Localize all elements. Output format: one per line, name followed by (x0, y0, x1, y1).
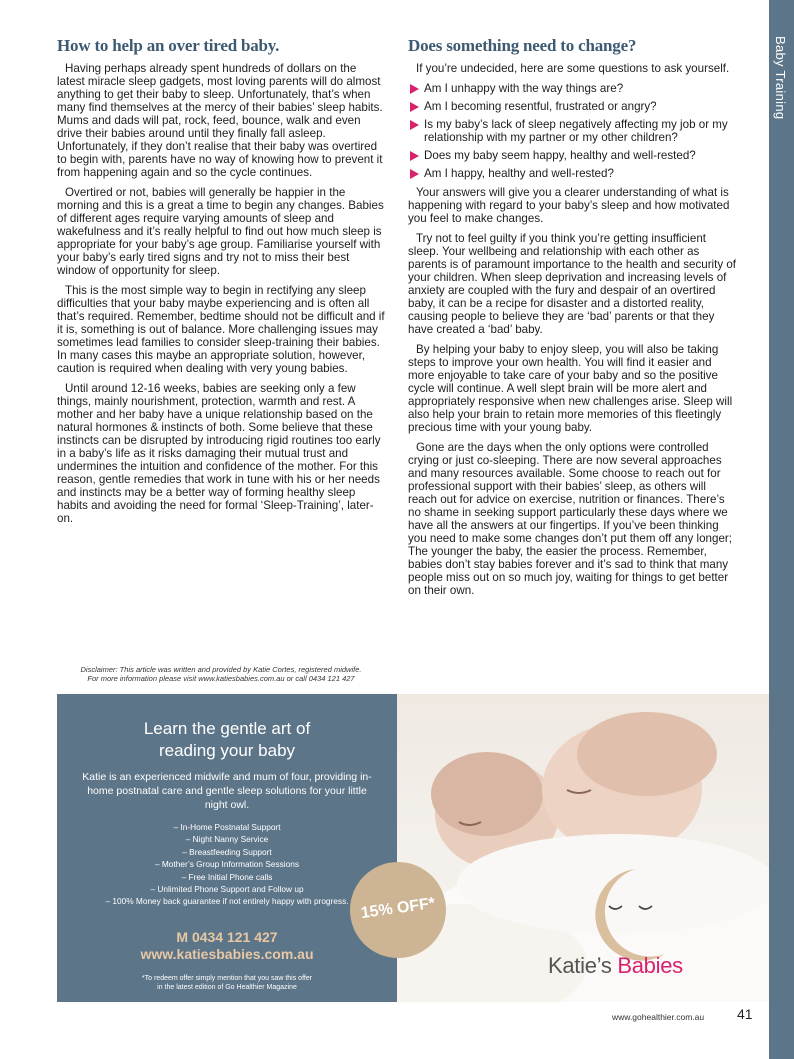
pink-triangle-icon (410, 169, 419, 179)
sidebar-strip (769, 0, 794, 1059)
service-item: – In-Home Postnatal Support (173, 822, 281, 832)
service-item: – Night Nanny Service (185, 834, 269, 845)
right-paragraph: By helping your baby to enjoy sleep, you will also be taking steps to improve your own health. You will find it easier and more enjoyable to take care of your baby and so the positive cycle will continue. A well slept brain will be more alert and appropriately responsive when new challenges arise. Sleep will also help your brain to retain more memories of this fleetingly precious time with your young baby. (408, 343, 733, 434)
disclaimer-line: Disclaimer: This article was written and provided by Katie Cortes, registered midwife. (80, 665, 362, 674)
left-column (57, 36, 385, 532)
advert-website: www.katiesbabies.com.au (140, 946, 314, 962)
right-intro: If you’re undecided, here are some questions to ask yourself. (416, 62, 730, 75)
question-text: Am I unhappy with the way things are? (424, 82, 624, 95)
right-column (408, 36, 738, 604)
section-label (769, 36, 794, 156)
service-item: – Free Initial Phone calls (181, 871, 273, 882)
question-item (408, 100, 738, 113)
disclaimer-line: For more information please visit www.katiesbabies.com.au or call 0434 121 427 (87, 674, 355, 683)
advert-title-line: Learn the gentle art of (143, 719, 311, 738)
left-paragraph: Until around 12-16 weeks, babies are seeking only a few things, mainly nourishment, protection, warmth and rest. A mother and her baby have a unique relationship based on the natural hormones & instincts of both. Some believe that these instincts can be disrupted by introducing rigid routines too early in a baby’s life as it risks damaging their mutual trust and undermines the intuition and confidence of the mother. For this reason, gentle remedies that work in tune with his or her needs and instincts may be a better way of forming healthy sleep habits and avoiding the need for formal ‘Sleep-Training’, later-on. (57, 382, 381, 525)
disclaimer (57, 665, 385, 683)
service-item: – 100% Money back guarantee if not entirely happy with progress. (105, 896, 349, 907)
advert-description: Katie is an experienced midwife and mum of four, providing in-home postnatal care and gentle sleep solutions for your little night owl. (82, 771, 372, 811)
right-heading: Does something need to change? (408, 36, 637, 55)
question-text: Is my baby’s lack of sleep negatively affecting my job or my relationship with my partner or my other children? (424, 118, 728, 144)
service-item: – Breastfeeding Support (182, 846, 272, 857)
question-item (408, 167, 738, 180)
brand-name-part: Babies (617, 953, 683, 978)
section-label-text: Baby Training (773, 36, 788, 120)
pink-triangle-icon (410, 84, 419, 94)
advert-panel (57, 694, 397, 1002)
question-text: Am I happy, healthy and well-rested? (424, 167, 614, 180)
left-paragraph: Overtired or not, babies will generally be happier in the morning and this is a great a time to begin any changes. Babies of different ages require varying amounts of sleep and wakefulness and it’s really helpful to find out how much sleep is appropriate for your baby’s age group. Familiarise yourself with your baby’s early tired signs and try not to miss their best window of opportunity for sleep. (57, 186, 384, 277)
page-number: 41 (737, 1006, 753, 1022)
redeem-line: *To redeem offer simply mention that you saw this offer (141, 975, 313, 982)
footer-url[interactable]: www.gohealthier.com.au (612, 1012, 705, 1022)
question-list (408, 82, 738, 180)
services-list (97, 821, 357, 908)
advert-title-line: reading your baby (158, 741, 296, 760)
pink-triangle-icon (410, 102, 419, 112)
service-item: – Mother’s Group Information Sessions (154, 859, 300, 870)
left-heading: How to help an over tired baby. (57, 36, 280, 55)
brand-name-part: Katie’s (548, 953, 618, 978)
redeem-note (97, 974, 357, 992)
advert-phone: M 0434 121 427 (176, 929, 278, 945)
service-item: – Unlimited Phone Support and Follow up (150, 884, 304, 895)
question-item (408, 149, 738, 162)
question-item (408, 118, 738, 144)
pink-triangle-icon (410, 151, 419, 161)
left-paragraph: Having perhaps already spent hundreds of dollars on the latest miracle sleep gadgets, most loving parents will do almost anything to get their baby to sleep. Unfortunately, that’s when many find themselves at the mercy of their babies’ sleep habits. Mums and dads will pat, rock, feed, bounce, walk and even drive their babies around until they finally fall asleep. Unfortunately, if they don’t realise that their baby was overtired to begin with, parents have no way of knowing how to prevent it from happening again and so the cycle continues. (57, 62, 383, 179)
pink-triangle-icon (410, 120, 419, 130)
question-text: Does my baby seem happy, healthy and well-rested? (424, 149, 696, 162)
brand-logo (548, 953, 718, 979)
question-item (408, 82, 738, 95)
redeem-line: in the latest edition of Go Healthier Magazine (157, 984, 297, 991)
question-text: Am I becoming resentful, frustrated or angry? (424, 100, 657, 113)
advert-title (57, 718, 397, 762)
discount-badge (350, 862, 446, 958)
right-paragraph: Gone are the days when the only options were controlled crying or just co-sleeping. There are now several approaches and many resources available. Some choose to reach out for professional support with their babies’ sleep, as others will reach out for advice on exercise, nutrition or finances. There’s no shame in seeking support particularly these days where we have all the answers at our fingertips. If you’ve been thinking you need to make some changes don’t put them off any longer; The younger the baby, the easier the process. Remember, babies don’t stay babies forever and it’s sad to think that many people miss out on so much joy, waiting for things to get better on their own. (408, 441, 732, 597)
left-paragraph: This is the most simple way to begin in rectifying any sleep difficulties that your baby maybe experiencing and is often all that’s required. Remember, bedtime should not be difficult and if it is, something is out of balance. More challenging issues may sometimes lead families to consider sleep-training their babies. In many cases this maybe an appropriate solution, however, caution is required when dealing with very young babies. (57, 284, 385, 375)
right-paragraph: Try not to feel guilty if you think you’re getting insufficient sleep. Your wellbeing and relationship with each other as parents is of paramount importance to the health and security of your children. When sleep deprivation and increasing levels of anxiety are coupled with the fury and despair of an overtired baby, it can be a recipe for disaster and a distorted reality, causing people to believe they are ‘bad’ parents or that they have created a ‘bad’ baby. (408, 232, 737, 336)
discount-badge-text: 15% OFF* (359, 894, 437, 923)
right-paragraph: Your answers will give you a clearer understanding of what is happening with regard to your baby’s sleep and how motivated you feel to make changes. (408, 186, 730, 225)
